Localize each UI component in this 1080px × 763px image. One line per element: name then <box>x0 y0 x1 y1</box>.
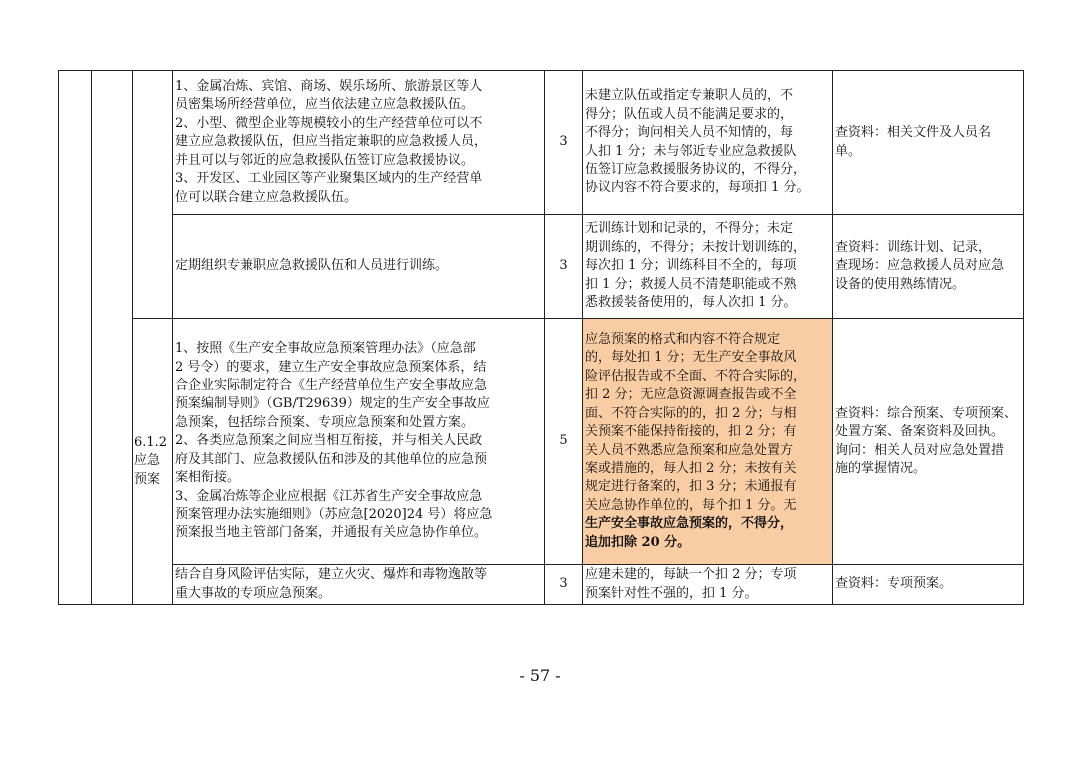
criteria-cell <box>583 565 833 605</box>
page-number: - 57 - <box>519 666 561 685</box>
text-line: 预案编制导则》（GB/T29639）规定的生产安全事故应 <box>175 396 490 412</box>
level1-cell <box>59 71 92 605</box>
assessment-table-container <box>58 70 1023 605</box>
requirement-cell <box>173 565 545 605</box>
text-line: 规定进行备案的，扣 3 分；未通报有 <box>585 479 797 495</box>
text-line: 2、小型、微型企业等规模较小的生产经营单位可以不 <box>175 115 483 131</box>
assessment-table <box>58 70 1024 605</box>
text-line: 并且可以与邻近的应急救援队伍签订应急救援协议。 <box>175 152 475 168</box>
text-line: 险评估报告或不全面、不符合实际的， <box>585 368 807 384</box>
text-line: 查资料：相关文件及人员名 <box>835 125 992 141</box>
category-label: 预案 <box>134 471 161 487</box>
text-line: 单。 <box>835 143 862 159</box>
text-line: 查资料：综合预案、专项预案、 <box>835 405 1018 421</box>
method-cell <box>833 565 1024 605</box>
table-row <box>59 319 1024 565</box>
text-line: 1、金属冶炼、宾馆、商场、娱乐场所、旅游景区等人 <box>175 79 483 95</box>
text-line: 2、各类应急预案之间应当相互衔接，并与相关人民政 <box>175 433 483 449</box>
method-cell <box>833 215 1024 319</box>
text-line: 重大事故的专项应急预案。 <box>175 585 332 601</box>
text-line: 的，每处扣 1 分；无生产安全事故风 <box>585 350 797 366</box>
criteria-cell <box>583 215 833 319</box>
text-line: 2 号令）的要求，建立生产安全事故应急预案体系，结 <box>175 359 487 375</box>
method-cell <box>833 71 1024 215</box>
text-line: 设备的使用熟练情况。 <box>835 276 966 292</box>
text-line: 关人员不熟悉应急预案和应急处置方 <box>585 442 794 458</box>
text-line: 应建未建的，每缺一个扣 2 分；专项 <box>585 567 797 583</box>
text-line: 关预案不能保持衔接的，扣 2 分；有 <box>585 424 797 440</box>
text-line: 未建立队伍或指定专兼职人员的，不 <box>585 88 794 104</box>
text-line: 每次扣 1 分；训练科目不全的，每项 <box>585 258 797 274</box>
score-cell: 5 <box>545 319 583 565</box>
score-cell: 3 <box>545 215 583 319</box>
text-line: 关应急协作单位的，每个扣 1 分。无 <box>585 497 797 513</box>
category-label: 应急 <box>134 453 161 469</box>
text-line: 不得分；询问相关人员不知情的，每 <box>585 125 794 141</box>
method-cell <box>833 319 1024 565</box>
text-line: 员密集场所经营单位，应当依法建立应急救援队伍。 <box>175 97 475 113</box>
requirement-cell <box>173 215 545 319</box>
text-line: 急预案，包括综合预案、专项应急预案和处置方案。 <box>175 414 475 430</box>
score-cell: 3 <box>545 565 583 605</box>
text-line: 结合自身风险评估实际，建立火灾、爆炸和毒物逸散等 <box>175 567 488 583</box>
category-code: 6.1.2 <box>134 434 168 450</box>
text-line: 预案针对性不强的，扣 1 分。 <box>585 585 758 601</box>
text-line: 1、按照《生产安全事故应急预案管理办法》（应急部 <box>175 341 476 357</box>
level2-cell <box>92 71 133 605</box>
text-line: 查现场：应急救援人员对应急 <box>835 258 1005 274</box>
text-line: 查资料：训练计划、记录， <box>835 239 992 255</box>
category-cell-empty <box>133 71 173 319</box>
text-line: 人扣 1 分；未与邻近专业应急救援队 <box>585 143 797 159</box>
text-line: 伍签订应急救援服务协议的，不得分， <box>585 161 807 177</box>
text-line: 扣 2 分；无应急资源调查报告或不全 <box>585 387 797 403</box>
text-line: 无训练计划和记录的，不得分；未定 <box>585 221 794 237</box>
text-line: 面、不符合实际的的，扣 2 分；与相 <box>585 405 797 421</box>
table-row <box>59 215 1024 319</box>
text-line: 协议内容不符合要求的，每项扣 1 分。 <box>585 180 810 196</box>
text-line: 合企业实际制定符合《生产经营单位生产安全事故应急 <box>175 378 488 394</box>
criteria-cell-highlighted <box>583 319 833 565</box>
text-line: 询问：相关人员对应急处置措 <box>835 442 1005 458</box>
text-line: 案相衔接。 <box>175 470 241 486</box>
text-line-bold: 生产安全事故应急预案的，不得分， <box>585 516 794 532</box>
text-line: 扣 1 分；救援人员不清楚职能或不熟 <box>585 276 797 292</box>
text-line: 3、开发区、工业园区等产业聚集区域内的生产经营单 <box>175 171 483 187</box>
table-row <box>59 565 1024 605</box>
text-line: 应急预案的格式和内容不符合规定 <box>585 332 781 348</box>
text-line: 预案管理办法实施细则》（苏应急[2020]24 号）将应急 <box>175 506 493 522</box>
criteria-cell <box>583 71 833 215</box>
text-line: 期训练的，不得分；未按计划训练的， <box>585 239 807 255</box>
text-line-bold: 追加扣除 20 分。 <box>585 534 691 550</box>
text-line: 案或措施的，每人扣 2 分；未按有关 <box>585 460 797 476</box>
score-cell: 3 <box>545 71 583 215</box>
text-line: 施的掌握情况。 <box>835 460 927 476</box>
text-line: 处置方案、备案资料及回执。 <box>835 424 1005 440</box>
requirement-cell <box>173 71 545 215</box>
text-line: 预案报当地主管部门备案，并通报有关应急协作单位。 <box>175 525 488 541</box>
text-line: 悉救援装备使用的，每人次扣 1 分。 <box>585 295 797 311</box>
text-line: 位可以联合建立应急救援队伍。 <box>175 189 358 205</box>
text-line: 府及其部门、应急救援队伍和涉及的其他单位的应急预 <box>175 451 488 467</box>
category-cell <box>133 319 173 605</box>
text-line: 3、金属冶炼等企业应根据《江苏省生产安全事故应急 <box>175 488 483 504</box>
text-line: 定期组织专兼职应急救援队伍和人员进行训练。 <box>175 258 449 274</box>
text-line: 建立应急救援队伍，但应当指定兼职的应急救援人员， <box>175 134 488 150</box>
text-line: 查资料：专项预案。 <box>835 576 953 592</box>
table-row <box>59 71 1024 215</box>
text-line: 得分；队伍或人员不能满足要求的， <box>585 106 794 122</box>
requirement-cell <box>173 319 545 565</box>
